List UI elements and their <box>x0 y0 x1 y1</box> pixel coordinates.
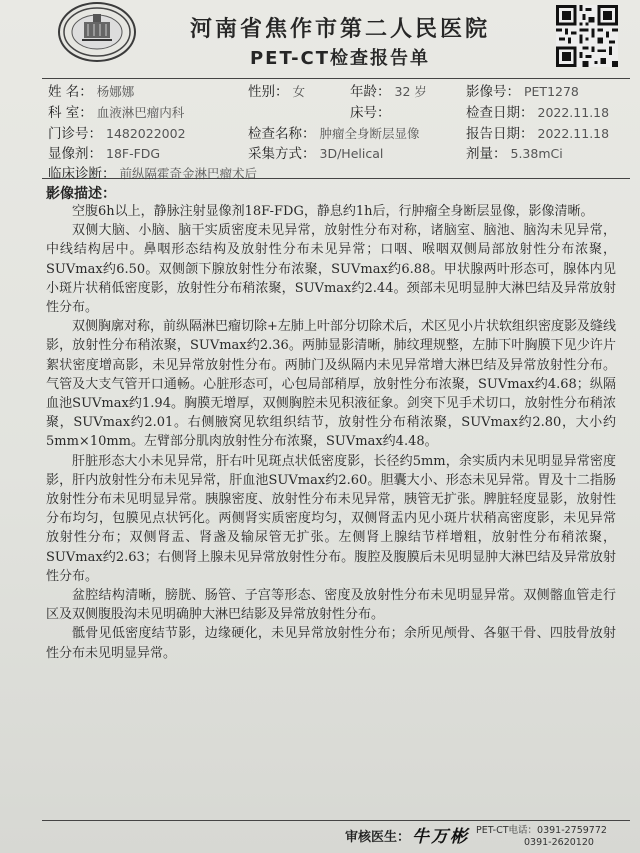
department-field: 科 室： 血液淋巴瘤内科 <box>48 105 185 121</box>
bed-field: 床号： <box>350 105 391 121</box>
exam-name-field: 检查名称： 肿瘤全身断层显像 <box>248 126 420 142</box>
findings-paragraph: 骶骨见低密度结节影，边缘硬化，未见异常放射性分布；余所见颅骨、各躯干骨、四肢骨放射性分布未见明显异常。 <box>46 626 616 661</box>
phone-line: PET-CT电话：0391-2759772 <box>476 825 607 836</box>
reviewer-signature: 牛万彬 <box>412 827 469 847</box>
gender-field: 性别： 女 <box>248 84 306 100</box>
report-title: PET-CT检查报告单 <box>249 48 431 69</box>
reviewer-label: 审核医生： <box>345 830 411 845</box>
dose-field: 剂量： 5.38mCi <box>466 146 563 162</box>
findings-title: 影像描述： <box>46 186 116 202</box>
findings-paragraph: 双侧胸廓对称，前纵隔淋巴瘤切除+左肺上叶部分切除术后，术区见小片状软组织密度影及缝线影，放射性分布稍浓聚，SUVmax约2.36。两肺显影清晰，肺纹理规整，左肺下叶胸膜下见少许片絮状密度增高影，未见异常放射性分布。两肺门及纵隔内未见异常增大淋巴结及异常放射性分布。气管及大支气管开口通畅。心脏形态可，心包局部稍厚，放射性分布浓聚，SUVmax约4.68；纵隔血池SUVmax约1.94。胸膜无增厚，双侧胸腔未见积液征象。剑突下见手术切口，放射性分布稍浓聚，SUVmax约2.01。右侧腋窝见软组织结节，放射性分布稍浓聚，SUVmax约2.80，大小约5mm×10mm。左臂部分肌肉放射性分布浓聚，SUVmax约4.48。 <box>46 319 616 450</box>
hospital-logo-icon <box>58 2 136 62</box>
footer-rule <box>42 820 630 821</box>
exam-date-field: 检查日期： 2022.11.18 <box>466 105 610 121</box>
hospital-name: 河南省焦作市第二人民医院 <box>189 16 490 42</box>
phone-line: 0391-2620120 <box>524 837 594 848</box>
age-field: 年龄： 32 岁 <box>350 84 427 100</box>
contact-phone <box>476 825 607 849</box>
clinical-diagnosis-field: 临床诊断： 前纵隔霍奇金淋巴瘤术后 <box>48 166 258 182</box>
clinic-number-field: 门诊号： 1482022002 <box>48 126 186 142</box>
name-field: 姓 名： 杨娜娜 <box>48 84 135 100</box>
acquisition-mode-field: 采集方式： 3D/Helical <box>248 146 384 162</box>
report-date-field: 报告日期： 2022.11.18 <box>466 126 610 142</box>
findings-paragraph: 盆腔结构清晰，膀胱、肠管、子宫等形态、密度及放射性分布未见明显异常。双侧髂血管走行区及双侧腹股沟未见明确肿大淋巴结影及异常放射性分布。 <box>46 588 616 623</box>
header-top-rule <box>42 78 630 79</box>
header-bottom-rule <box>42 178 630 179</box>
findings-paragraph: 肝脏形态大小未见异常，肝右叶见斑点状低密度影，长径约5mm，余实质内未见明显异常密度影，肝内放射性分布未见异常，肝血池SUVmax约2.60。胆囊大小、形态未见异常。胃及十二指肠放射性分布未见明显异常。胰腺密度、放射性分布未见异常，胰管无扩张。脾脏轻度显影，放射性分布均匀，包膜见点状钙化。两侧肾实质密度均匀，双侧肾盂内见小斑片状稍高密度影，未见异常放射性分布；双侧肾盂、肾盏及输尿管无扩张。左侧肾上腺结节样增粗，放射性分布稍浓聚，SUVmax约2.63；右侧肾上腺未见异常放射性分布。腹腔及腹膜后未见明显肿大淋巴结及异常放射性分布。 <box>46 453 616 584</box>
findings-body <box>46 202 616 663</box>
findings-paragraph: 双侧大脑、小脑、脑干实质密度未见异常，放射性分布对称，诸脑室、脑池、脑沟未见异常，中线结构居中。鼻咽形态结构及放射性分布未见异常；口咽、喉咽双侧局部放射性分布浓聚，SUVmax约6.50。双侧颌下腺放射性分布浓聚，SUVmax约6.88。甲状腺两叶形态可，腺体内见小斑片状稍低密度影，放射性分布稍浓聚，SUVmax约2.44。颈部未见明显肿大淋巴结及异常放射性分布。 <box>46 223 616 316</box>
findings-paragraph: 空腹6h以上，静脉注射显像剂18F-FDG，静息约1h后，行肿瘤全身断层显像，影像清晰。 <box>72 204 594 219</box>
imaging-agent-field: 显像剂： 18F-FDG <box>48 146 161 162</box>
image-number-field: 影像号： PET1278 <box>466 84 579 100</box>
qr-code-icon <box>556 5 618 67</box>
